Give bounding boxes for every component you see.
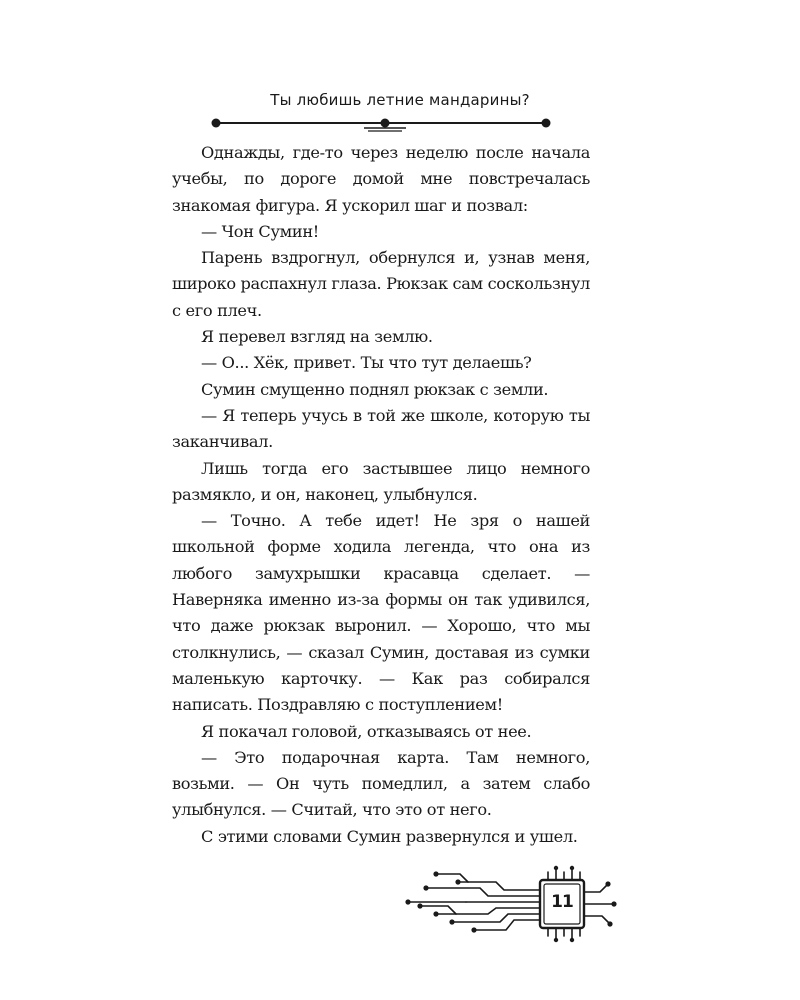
paragraph: Я покачал головой, отказываясь от нее. bbox=[201, 721, 532, 741]
page-number: 11 bbox=[551, 892, 573, 912]
paragraph: Однажды, где-то через неделю после начала учебы, по дороге домой мне повстречалась знакомая фигура. Я ускорил шаг и позвал: bbox=[172, 143, 590, 215]
header-ornament-rule bbox=[208, 113, 554, 133]
paragraph: Парень вздрогнул, обернулся и, узнав меня, широко распахнул глаза. Рюкзак сам соскользнул с его плеч. bbox=[172, 248, 590, 320]
paragraph: — Это подарочная карта. Там немного, возьми. — Он чуть помедлил, а затем слабо улыбнулся. — Считай, что это от него. bbox=[172, 747, 590, 820]
paragraph: Лишь тогда его застывшее лицо немного размякло, и он, наконец, улыбнулся. bbox=[172, 458, 590, 504]
paragraph: — Чон Сумин! bbox=[201, 221, 319, 241]
paragraph: С этими словами Сумин развернулся и ушел. bbox=[201, 826, 578, 846]
paragraph: — О... Хёк, привет. Ты что тут делаешь? bbox=[201, 353, 532, 373]
paragraph: — Я теперь учусь в той же школе, которую ты заканчивал. bbox=[172, 405, 590, 452]
paragraph: — Точно. А тебе идет! Не зря о нашей школьной форме ходила легенда, что она из любого замухрышки красавца сделает. — Наверняка именно из-за формы он так удивился, что даже рюкзак выронил. — Хорошо, что мы столкнулись, — сказал Сумин, доставая из сумки маленькую карточку. — Как раз собирался написать. Поздравляю с поступлением! bbox=[172, 511, 590, 715]
running-header: Ты любишь летние мандарины? bbox=[270, 91, 530, 109]
paragraph: Сумин смущенно поднял рюкзак с земли. bbox=[201, 379, 549, 399]
paragraph: Я перевел взгляд на землю. bbox=[201, 327, 433, 347]
circuit-chip-ornament bbox=[396, 856, 620, 956]
body-text bbox=[172, 140, 590, 850]
